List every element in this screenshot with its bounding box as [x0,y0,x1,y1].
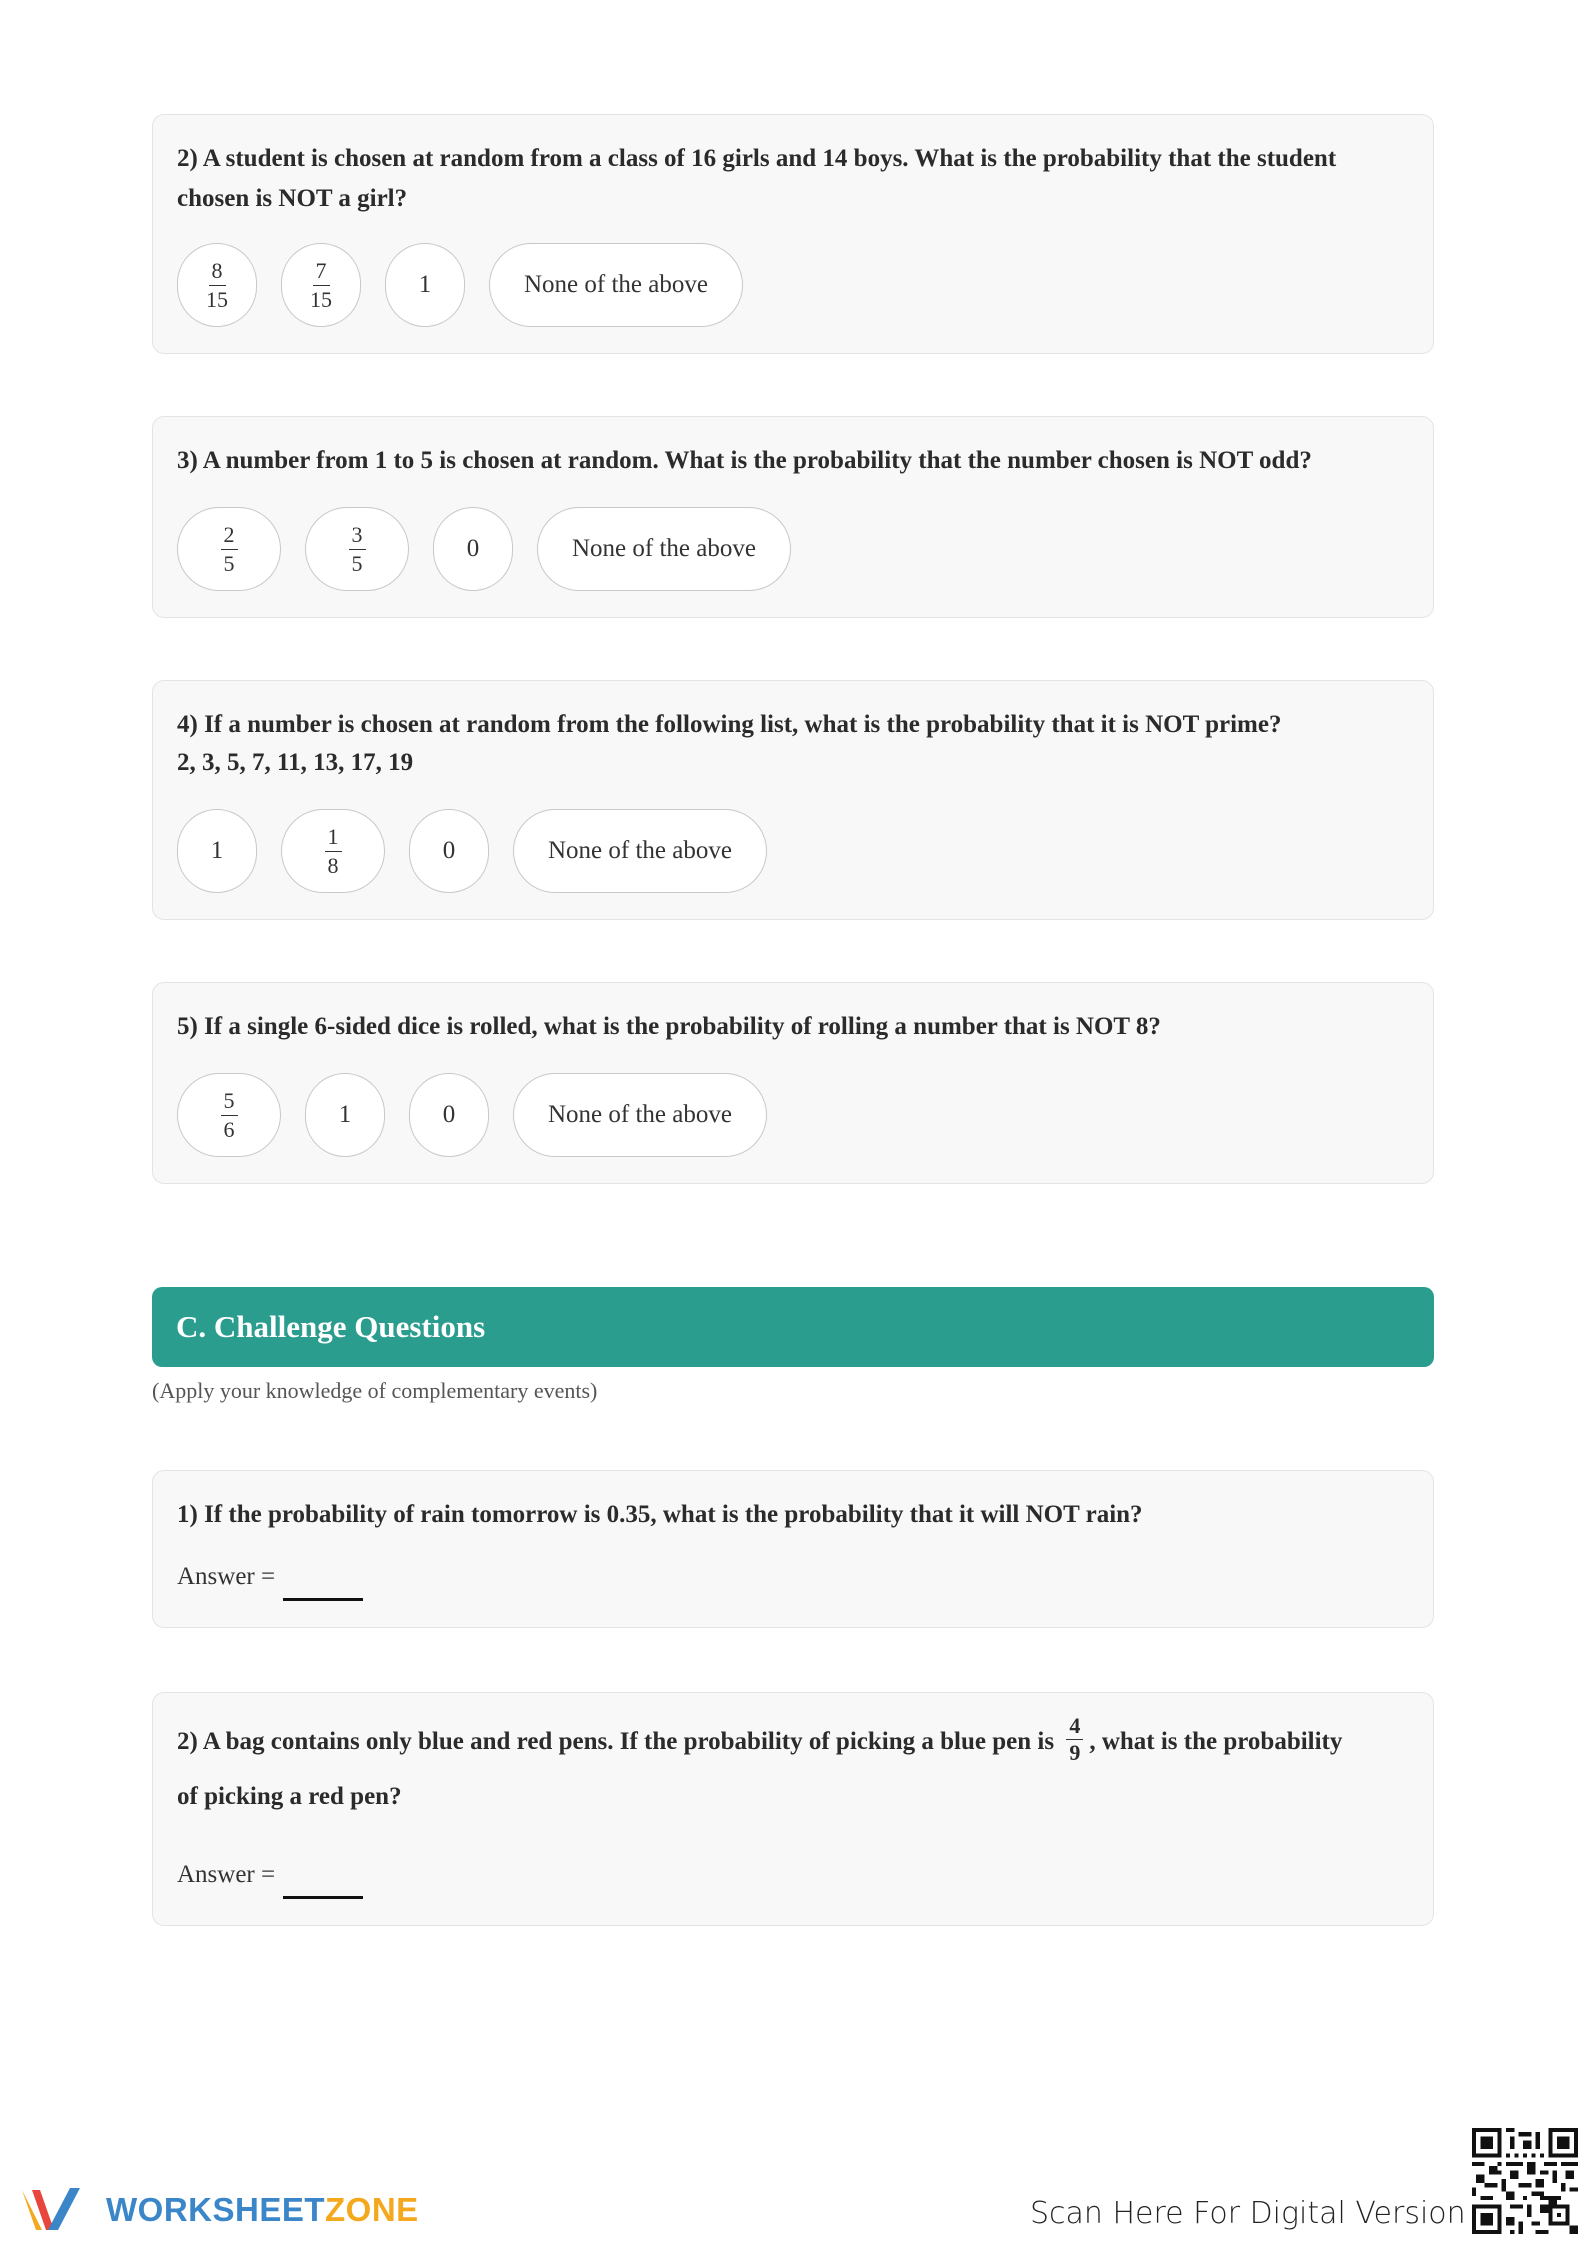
answer-options [177,243,743,327]
option-none-of-the-above[interactable]: None of the above [513,809,767,893]
worksheetzone-logo[interactable]: WORKSHEETZONE [18,2182,419,2238]
answer-label: Answer = [177,1861,276,1888]
option-fraction[interactable]: $\frac{5}{6}$ [177,1073,281,1157]
qr-code-icon[interactable] [1472,2128,1578,2234]
question-text-line2: of picking a red pen? [177,1783,402,1810]
answer-line [177,1861,363,1889]
question-text: 3) A number from 1 to 5 is chosen at random. What is the probability that the number chosen is NOT odd? [177,447,1312,474]
scan-caption: Scan Here For Digital Version [1030,2196,1466,2231]
answer-options [177,507,791,591]
section-subtitle: (Apply your knowledge of complementary events) [152,1378,598,1403]
question-card [152,982,1434,1184]
option-none-of-the-above[interactable]: None of the above [489,243,743,327]
answer-line [177,1563,363,1591]
number-list: 2, 3, 5, 7, 11, 13, 17, 19 [177,749,414,776]
option-none-of-the-above[interactable]: None of the above [513,1073,767,1157]
question-text: 5) If a single 6-sided dice is rolled, what is the probability of rolling a number that is NOT 8? [177,1013,1161,1040]
question-text: 2) A bag contains only blue and red pens. If the probability of picking a blue pen is $\frac{4}{9}$ , what is the probability [177,1712,1343,1765]
option-fraction[interactable]: $\frac{8}{15}$ [177,243,257,327]
option-fraction[interactable]: $\frac{7}{15}$ [281,243,361,327]
question-card [152,1692,1434,1926]
section-title: C. Challenge Questions [152,1287,1434,1367]
option-value[interactable]: 1 [385,243,465,327]
option-value[interactable]: 0 [409,1073,489,1157]
worksheetzone-logo-icon [18,2182,92,2238]
question-text: 2) A student is chosen at random from a class of 16 girls and 14 boys. What is the probability that the student chosen is NOT a girl? [177,145,1337,212]
option-fraction[interactable]: $\frac{3}{5}$ [305,507,409,591]
question-card [152,680,1434,920]
question-text: 1) If the probability of rain tomorrow is 0.35, what is the probability that it will NOT rain? [177,1501,1143,1528]
option-fraction[interactable]: $\frac{2}{5}$ [177,507,281,591]
answer-options [177,809,767,893]
answer-label: Answer = [177,1563,276,1590]
option-value[interactable]: 0 [409,809,489,893]
question-card [152,1470,1434,1628]
question-card [152,416,1434,618]
option-value[interactable]: 1 [305,1073,385,1157]
inline-fraction: $\frac{4}{9}$ [1066,1715,1083,1764]
option-value[interactable]: 1 [177,809,257,893]
option-value[interactable]: 0 [433,507,513,591]
option-fraction[interactable]: $\frac{1}{8}$ [281,809,385,893]
answer-options [177,1073,767,1157]
answer-blank[interactable] [283,1598,363,1601]
answer-blank[interactable] [283,1896,363,1899]
question-card [152,114,1434,354]
option-none-of-the-above[interactable]: None of the above [537,507,791,591]
question-text: 4) If a number is chosen at random from the following list, what is the probability that it is NOT prime? [177,711,1282,738]
